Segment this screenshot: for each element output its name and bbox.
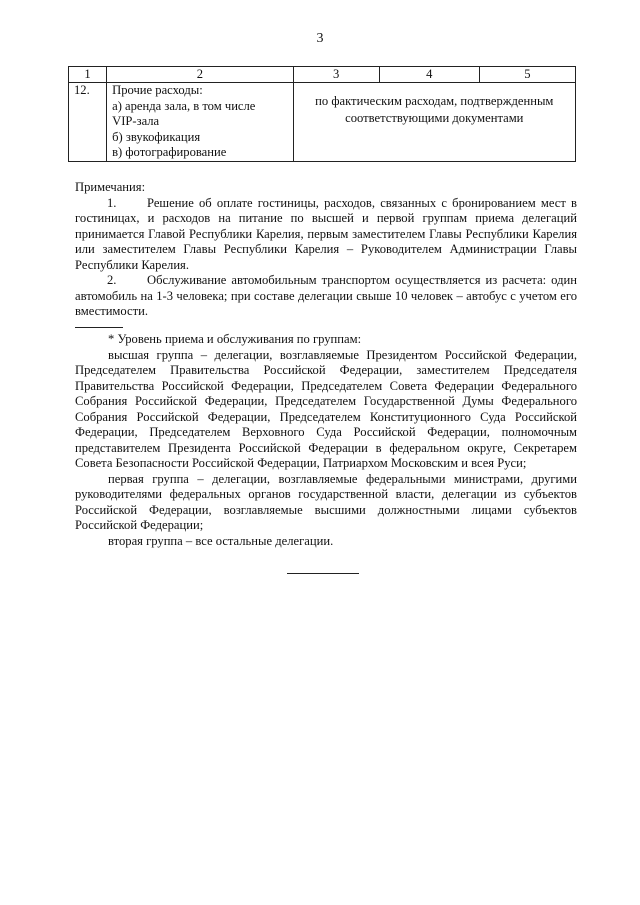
table-row: [69, 83, 576, 162]
row-item-line: в) фотографирование: [112, 145, 227, 159]
merged-line: соответствующими документами: [345, 111, 524, 125]
footnote-paragraph: высшая группа – делегации, возглавляемые Президентом Российской Федерации, Председателем Правительства Российской Федерации, заместителем Председателя Правительства Российской Федерации, Председателем Совета Федерации Федерального Собрания Российской Федерации, Председателем Государственной Думы Федерального Собрания Российской Федерации, Председателем Конституционного Суда Российской Федерации, Председателем Верховного Суда Российской Федерации, полномочным представителем Президента Российской Федерации в федеральном округе, Секретарем Совета Безопасности Российской Федерации, Патриархом Московским и всея Руси;: [75, 347, 577, 470]
notes-section: [75, 180, 577, 320]
page-number: 3: [316, 31, 324, 46]
row-item-line: VIP-зала: [112, 114, 160, 128]
note-item: [75, 196, 577, 274]
footnote-paragraph: вторая группа – все остальные делегации.: [108, 533, 334, 548]
table-header-cell: 4: [379, 67, 479, 83]
table-header-row: [69, 67, 576, 83]
notes-title: Примечания:: [75, 180, 146, 194]
expenses-table: [68, 66, 576, 162]
note-number: 2.: [107, 273, 117, 287]
table-header-cell: 5: [479, 67, 575, 83]
table-header-cell: 2: [107, 67, 293, 83]
row-number: 12.: [69, 83, 107, 162]
footnote-separator: [75, 327, 123, 328]
note-text: Обслуживание автомобильным транспортом осуществляется из расчета: один автомобиль на 1-3 человека; при составе делегации свыше 10 человек – автобус с учетом его вместимости.: [75, 273, 577, 318]
note-item: [75, 273, 577, 320]
footnote-paragraph: первая группа – делегации, возглавляемые федеральными министрами, другими руководителями федеральных органов государственной власти, делегации из субъектов Российской Федерации, возглавляемые высшими должностными лицами субъектов Российской Федерации;: [75, 471, 577, 532]
row-item-line: б) звукофикация: [112, 129, 201, 144]
merged-line: по фактическим расходам, подтвержденным: [315, 94, 554, 108]
note-number: 1.: [107, 195, 117, 210]
footnote-intro: * Уровень приема и обслуживания по группам:: [108, 332, 362, 346]
end-of-document-line: [287, 573, 359, 574]
table-header-cell: 3: [293, 67, 379, 83]
row-item-line: а) аренда зала, в том числе: [112, 98, 256, 113]
row-merged-value: [293, 83, 575, 162]
footnotes-section: [75, 332, 577, 549]
row-item: [107, 83, 293, 162]
note-text: Решение об оплате гостиницы, расходов, связанных с бронированием мест в гостиницах, и расходов на питание по высшей и первой группам приема делегаций принимается Главой Республики Карелия, первым заместителем Главы Республики Карелия или заместителем Главы Республики Карелия – Руководителем Администрации Главы Республики Карелия.: [75, 195, 577, 272]
table-header-cell: 1: [69, 67, 107, 83]
row-item-line: Прочие расходы:: [112, 83, 203, 97]
